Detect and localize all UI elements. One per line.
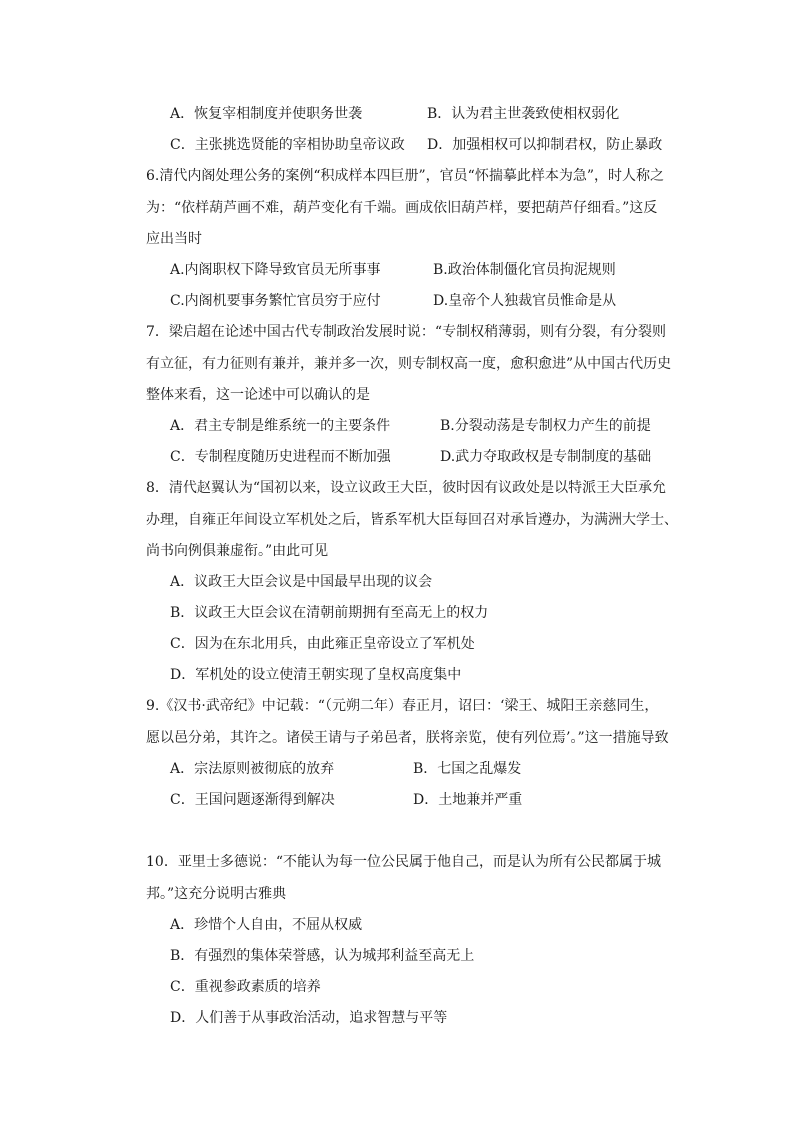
q6-stem-line-3: 应出当时 bbox=[146, 231, 202, 247]
q5-option-c: C．主张挑选贤能的宰相协助皇帝议政 bbox=[170, 137, 405, 153]
q9-option-a: A．宗法原则被彻底的放弃 bbox=[170, 761, 335, 777]
q10-stem-line-2: 邦。”这充分说明古雅典 bbox=[146, 886, 287, 902]
q7-stem-line-3: 整体来看，这一论述中可以确认的是 bbox=[146, 387, 370, 403]
q10-option-a: A．珍惜个人自由，不屈从权威 bbox=[170, 917, 363, 933]
q7-stem-line-2: 有立征，有力征则有兼并，兼并多一次，则专制权高一度，愈积愈进”从中国古代历史 bbox=[146, 356, 672, 372]
q7-stem-line-1: 7．梁启超在论述中国古代专制政治发展时说：“专制权稍薄弱，则有分裂，有分裂则 bbox=[146, 324, 667, 340]
q8-stem-line-3: 尚书向例俱兼虚衔。”由此可见 bbox=[146, 543, 329, 559]
q10-option-d: D．人们善于从事政治活动，追求智慧与平等 bbox=[170, 1010, 448, 1026]
q7-option-c: C．专制程度随历史进程而不断加强 bbox=[170, 449, 391, 465]
q9-option-d: D．土地兼并严重 bbox=[413, 792, 523, 808]
q8-stem-line-1: 8．清代赵翼认为“国初以来，设立议政王大臣，彼时因有议政处是以特派王大臣承允 bbox=[146, 480, 667, 496]
q10-stem-line-1: 10．亚里士多德说：“不能认为每一位公民属于他自己，而是认为所有公民都属于城 bbox=[146, 854, 661, 870]
q6-option-c: C.内阁机要事务繁忙官员穷于应付 bbox=[170, 293, 381, 309]
q7-option-d: D.武力夺取政权是专制制度的基础 bbox=[440, 449, 652, 465]
q10-option-b: B．有强烈的集体荣誉感，认为城邦利益至高无上 bbox=[170, 948, 475, 964]
q8-stem-line-2: 办理，自雍正年间设立军机处之后，皆系军机大臣每回召对承旨遵办，为满洲大学士、 bbox=[146, 512, 678, 528]
q8-option-a: A．议政王大臣会议是中国最早出现的议会 bbox=[170, 574, 433, 590]
q8-option-c: C．因为在东北用兵，由此雍正皇帝设立了军机处 bbox=[170, 636, 475, 652]
q6-stem-line-2: 为：“依样葫芦画不难，葫芦变化有千端。画成依旧葫芦样，要把葫芦仔细看。”这反 bbox=[146, 200, 658, 216]
q6-option-d: D.皇帝个人独裁官员惟命是从 bbox=[433, 293, 617, 309]
q7-option-a: A．君主专制是维系统一的主要条件 bbox=[170, 418, 391, 434]
q6-option-b: B.政治体制僵化官员拘泥规则 bbox=[433, 262, 616, 278]
q8-option-d: D．军机处的设立使清王朝实现了皇权高度集中 bbox=[170, 667, 462, 683]
q9-stem-line-2: 愿以邑分弟，其许之。诸侯王请与子弟邑者，朕将亲览，使有列位焉’。”这一措施导致 bbox=[146, 730, 669, 746]
q5-option-b: B．认为君主世袭致使相权弱化 bbox=[427, 106, 620, 122]
q5-option-d: D．加强相权可以抑制君权，防止暴政 bbox=[427, 137, 663, 153]
q9-option-b: B．七国之乱爆发 bbox=[413, 761, 522, 777]
q8-option-b: B．议政王大臣会议在清朝前期拥有至高无上的权力 bbox=[170, 605, 489, 621]
q7-option-b: B.分裂动荡是专制权力产生的前提 bbox=[440, 418, 651, 434]
q6-stem-line-1: 6.清代内阁处理公务的案例“积成样本四巨册”，官员“怀揣摹此样本为急”，时人称之 bbox=[146, 168, 664, 184]
q9-option-c: C．王国问题逐渐得到解决 bbox=[170, 792, 335, 808]
q10-option-c: C．重视参政素质的培养 bbox=[170, 979, 321, 995]
q5-option-a: A．恢复宰相制度并使职务世袭 bbox=[170, 106, 363, 122]
q9-stem-line-1: 9.《汉书·武帝纪》中记载：“（元朔二年）春正月，诏曰：‘梁王、城阳王亲慈同生， bbox=[146, 698, 659, 714]
q6-option-a: A.内阁职权下降导致官员无所事事 bbox=[170, 262, 381, 278]
